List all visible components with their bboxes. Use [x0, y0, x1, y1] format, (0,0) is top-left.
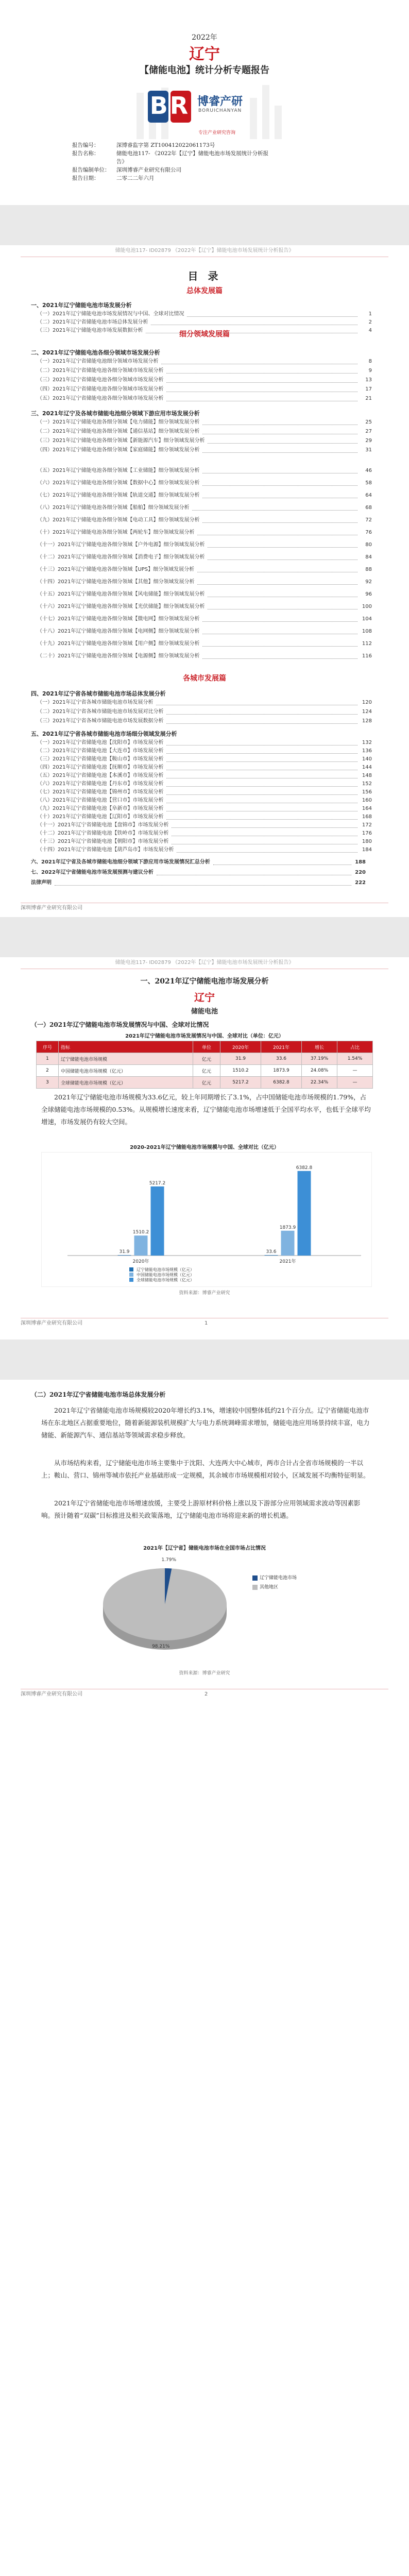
data-table-wrap: [36, 1041, 373, 1089]
toc-leader: [161, 360, 357, 364]
toc-entry[interactable]: [37, 772, 372, 780]
toc-entry-page: 184: [362, 847, 372, 853]
toc-entry-page: 25: [365, 419, 372, 425]
toc-entry[interactable]: [37, 747, 372, 755]
toc-entry-title: （三）2021年辽宁省储能电池【鞍山市】市场发展分析: [37, 756, 164, 762]
toc-entry-title: （十六）2021年辽宁储能电池各细分领域【光伏储能】细分领域发展分析: [37, 604, 205, 609]
toc-entry-page: 80: [365, 542, 372, 548]
toc-leader: [197, 568, 357, 572]
toc-entry-title: （八）2021年辽宁省储能电池【营口市】市场发展分析: [37, 798, 164, 803]
pie-chart-title: 2021年【辽宁省】储能电池市场在全国市场占比情况: [143, 1546, 266, 1551]
toc-entry-title: （十八）2021年辽宁储能电池各细分领域【电网侧】细分领域发展分析: [37, 629, 200, 634]
toc-entry-title: （四）2021年辽宁省储能电池各细分领域市场发展分析: [37, 386, 164, 392]
toc-entry-title: （十）2021年辽宁省储能电池【辽阳市】市场发展分析: [37, 814, 164, 820]
cover-region: 辽宁: [189, 45, 220, 63]
toc-entry-page: 172: [362, 822, 372, 828]
toc-leader: [202, 518, 357, 523]
toc-entry[interactable]: [37, 838, 372, 846]
toc-entry-page: 164: [362, 806, 372, 811]
logo-en: BORUICHANYAN: [198, 108, 242, 113]
toc-entry[interactable]: [37, 796, 372, 805]
legend-item: 其他地区: [252, 1583, 297, 1592]
toc-leader: [192, 506, 357, 511]
toc-entry-page: 2: [368, 319, 372, 325]
toc-entry-title: （一）2021年辽宁储能电池各细分领域【电力储能】细分领域发展分析: [37, 419, 200, 425]
table-header-cell: 单位: [193, 1041, 220, 1053]
toc-entry[interactable]: [37, 615, 372, 623]
toc-entry[interactable]: [37, 553, 372, 562]
toc-entry[interactable]: [37, 640, 372, 648]
toc-entry-page: 68: [365, 505, 372, 511]
bar-value-label: 1873.9: [279, 1225, 296, 1230]
bar: [298, 1171, 311, 1256]
table-row: 3 全球储能电池市场规模（亿元） 亿元 5217.2 6382.8 22.34% —: [37, 1077, 373, 1089]
cover-logo: [131, 77, 296, 139]
toc-leader: [166, 741, 357, 745]
table-row: 2 中国储能电池市场规模（亿元） 亿元 1510.2 1873.9 24.08% —: [37, 1065, 373, 1077]
toc-entry-title: （七）2021年辽宁省储能电池【锦州市】市场发展分析: [37, 789, 164, 795]
toc-entry-page: 156: [362, 789, 372, 795]
toc-entry[interactable]: [37, 821, 372, 829]
toc-entry[interactable]: [37, 829, 372, 838]
toc-entry-page: 116: [362, 653, 372, 659]
toc-entry-title: （二）2021年辽宁省储能电池各细分领域市场发展分析: [37, 368, 164, 374]
toc-h5[interactable]: 五、2021年辽宁省各城市储能电池市场细分领域发展分析: [31, 731, 177, 737]
toc-entry[interactable]: [37, 708, 372, 716]
page-gap: [0, 1340, 409, 1380]
toc-h1[interactable]: 一、2021年辽宁储能电池市场发展分析: [31, 302, 132, 309]
toc-leader: [202, 630, 357, 634]
bar-value-label: 5217.2: [149, 1180, 166, 1186]
toc-leader: [151, 320, 357, 325]
toc-entry[interactable]: [37, 385, 372, 394]
bar-value-label: 6382.8: [296, 1165, 313, 1171]
toc-leader: [166, 790, 357, 795]
body-paragraph: 从市场结构来看，辽宁储能电池市场主要集中于沈阳、大连两大中心城市，两市合计占全省市场规模的一半以上；鞍山、营口、锦州等城市依托产业基础形成一定规模，其余城市市场规模相对较小，区域发展不均衡特征明显。: [41, 1459, 370, 1479]
table-row: 1 辽宁储能电池市场规模 亿元 31.9 33.6 37.19% 1.54%: [37, 1053, 373, 1065]
toc-entry-page: 100: [362, 604, 372, 609]
bar: [134, 1235, 148, 1256]
toc-entry-page: 8: [368, 359, 372, 364]
toc-leader: [172, 832, 357, 836]
table-header-cell: 占比: [337, 1041, 373, 1053]
toc-leader: [187, 312, 357, 317]
toc-entry-page: 152: [362, 781, 372, 787]
toc-leader: [166, 719, 357, 724]
toc-leader: [156, 701, 357, 705]
toc-entry[interactable]: [37, 755, 372, 764]
toc-entry[interactable]: [37, 541, 372, 549]
toc-entry-title: （一）2021年辽宁省储能电池细分领域市场发展分析: [37, 359, 159, 364]
toc-entry-title: （五）2021年辽宁省储能电池【本溪市】市场发展分析: [37, 773, 164, 778]
toc-entry-page: 180: [362, 839, 372, 844]
toc-entry[interactable]: [37, 652, 372, 660]
toc-entry-page: 148: [362, 773, 372, 778]
page-footer: [21, 1318, 388, 1329]
logo-mark-text: BR: [149, 92, 191, 120]
toc-entry-title: （五）2021年辽宁省储能电池各细分领域市场发展分析: [37, 396, 164, 401]
toc-entry-page: 17: [365, 386, 372, 392]
toc-leader: [166, 815, 357, 820]
pie-chart-svg: [82, 1553, 330, 1666]
pie-slice: [103, 1568, 227, 1640]
toc-leader: [166, 369, 357, 374]
body-paragraph: 2021年辽宁省储能电池市场增速放缓，主要受上游原材料价格上涨以及下游部分应用领域需求波动等因素影响。预计随着“双碳”目标推进及相关政策落地，辽宁储能电池市场将迎来新的增长机遇。: [41, 1499, 361, 1519]
toc-entry-page: 144: [362, 765, 372, 770]
bar: [118, 1255, 131, 1256]
toc-entry-page: 132: [362, 740, 372, 745]
x-tick-label: 2021年: [279, 1259, 296, 1264]
body-paragraph: 2021年辽宁省储能电池市场规模较2020年增长约3.1%，增速较中国整体低约21个百分点。辽宁省储能电池市场在东北地区占据重要地位，随着新能源装机规模扩大与电力系统调峰需求增加，储能电池应用场景持续丰富，电力储能、新能源汽车、通信基站等领域需求稳步释放。: [41, 1406, 370, 1439]
toc-leader: [197, 580, 357, 585]
cover-page: [0, 0, 409, 181]
toc-leader: [202, 430, 357, 434]
bar-value-label: 33.6: [266, 1249, 277, 1255]
toc-entry-title: （三）2021年辽宁储能电池各细分领域【新能源汽车】细分领域发展分析: [37, 438, 205, 444]
toc-entry-page: 120: [362, 700, 372, 705]
toc-entry[interactable]: [37, 603, 372, 611]
bar-value-label: 31.9: [119, 1249, 130, 1255]
toc-leader: [166, 766, 357, 770]
toc-leader: [166, 807, 357, 811]
toc-entry-page: 72: [365, 517, 372, 523]
toc-entry-page: 108: [362, 629, 372, 634]
toc-leader: [166, 387, 357, 392]
toc-entry-page: 21: [365, 396, 372, 401]
pie-slice-label: 98.21%: [152, 1643, 170, 1649]
toc-entry-title: （一）2021年辽宁省各城市储能电池市场发展分析: [37, 700, 154, 705]
toc-leader: [208, 605, 357, 609]
toc-entry-title: （六）2021年辽宁省储能电池【丹东市】市场发展分析: [37, 781, 164, 787]
toc-entry-title: （三）2021年辽宁储能电池市场发展数据分析: [37, 328, 143, 333]
section-region: 辽宁: [194, 991, 215, 1004]
toc-leader: [166, 749, 357, 754]
toc-entry-page: 31: [365, 447, 372, 453]
toc-leader: [202, 494, 357, 498]
toc-entry[interactable]: [37, 788, 372, 796]
toc-leader: [166, 782, 357, 787]
toc-h4[interactable]: 四、2021年辽宁省各城市储能电池市场总体发展分析: [31, 690, 166, 697]
table-caption: 2021年辽宁储能电池市场发展情况与中国、全球对比（单位：亿元）: [125, 1033, 284, 1039]
cover-meta: [72, 141, 340, 182]
toc-entry-page: 1: [368, 311, 372, 317]
toc-entry-title: （三）2021年辽宁省储能电池各细分领域市场发展分析: [37, 377, 164, 383]
toc-entry[interactable]: [37, 699, 372, 707]
toc-entry[interactable]: [37, 566, 372, 574]
toc-entry[interactable]: [37, 805, 372, 813]
footer-company: 深圳博睿产业研究有限公司: [21, 1320, 82, 1326]
toc-entry[interactable]: [37, 846, 372, 854]
toc-entry-page: 140: [362, 756, 372, 762]
toc-entry-page: 27: [365, 429, 372, 434]
toc-leader: [172, 840, 357, 844]
page-footer: [21, 1689, 388, 1700]
toc-entry-page: 46: [365, 468, 372, 473]
legend-swatch: [252, 1575, 258, 1581]
toc-leader: [208, 439, 357, 444]
toc-title: 目 录: [188, 270, 221, 282]
toc-entry[interactable]: [37, 310, 372, 318]
legend-item: 辽宁储能电池市场: [252, 1573, 297, 1583]
footer-company: 深圳博睿产业研究有限公司: [21, 905, 82, 911]
toc-entry-page: 124: [362, 709, 372, 715]
toc-entry-title: （二）2021年辽宁省储能电池【大连市】市场发展分析: [37, 748, 164, 754]
toc-entry-page: 9: [368, 368, 372, 374]
meta-row-report-name: 报告名称： 储能电池117- 《2022年【辽宁】储能电池市场发展统计分析报告》: [72, 150, 269, 165]
chart-source: 资料来源：博睿产业研究: [179, 1671, 230, 1676]
toc-entry-page: 112: [362, 641, 372, 647]
toc-entry-title: （二十）2021年辽宁储能电池各细分领域【电源侧】细分领域发展分析: [37, 653, 200, 659]
page-header: 储能电池117- ID02879 《2022年【辽宁】储能电池市场发展统计分析报告》: [21, 245, 388, 257]
toc-entry[interactable]: [37, 467, 372, 475]
toc-entry-title: （六）2021年辽宁储能电池各细分领域【数据中心】细分领域发展分析: [37, 480, 200, 486]
toc-leader: [166, 710, 357, 715]
toc-entry[interactable]: [37, 717, 372, 725]
page-header: 储能电池117- ID02879 《2022年【辽宁】储能电池市场发展统计分析报告》: [21, 957, 388, 969]
logo-cn: 博睿产研: [197, 95, 243, 108]
toc-entry-title: （四）2021年辽宁储能电池各细分领域【家庭储能】细分领域发展分析: [37, 447, 200, 453]
toc-entry[interactable]: [37, 628, 372, 636]
toc-part2: 细分领域发展篇: [179, 330, 230, 338]
cover-year: 2022年: [192, 33, 217, 42]
toc-entry-page: 84: [365, 554, 372, 560]
page-number: 1: [204, 1320, 208, 1326]
toc-entry-title: （十九）2021年辽宁储能电池各细分领域【用户侧】细分领域发展分析: [37, 641, 200, 647]
page-number: 2: [204, 1691, 208, 1697]
toc-leader: [202, 481, 357, 486]
toc-leader: [166, 799, 357, 803]
legend-swatch: [129, 1273, 133, 1277]
toc-leader: [166, 397, 357, 401]
bar: [265, 1255, 278, 1256]
pie-chart: [82, 1553, 330, 1666]
toc-entry-page: 160: [362, 798, 372, 803]
meta-row-org: 报告编制单位： 深圳博睿产业研究有限公司: [72, 167, 181, 173]
table-header-row: [37, 1041, 373, 1053]
toc-leader: [197, 531, 357, 535]
toc-entry-page: 88: [365, 567, 372, 572]
legend-label: 辽宁储能电池市场规模（亿元）: [137, 1267, 194, 1272]
toc-entry[interactable]: [37, 376, 372, 384]
bar-chart: [41, 1152, 372, 1287]
toc-entry[interactable]: [37, 780, 372, 788]
toc-entry[interactable]: [37, 504, 372, 512]
toc-entry-title: （九）2021年辽宁省储能电池【阜新市】市场发展分析: [37, 806, 164, 811]
chart-caption: 2020-2021年辽宁储能电池市场规模与中国、全球对比（亿元）: [130, 1145, 279, 1150]
toc-entry-title: （十二）2021年辽宁省储能电池【铁岭市】市场发展分析: [37, 831, 169, 836]
toc-entry[interactable]: [37, 578, 372, 586]
toc-entry-title: （十三）2021年辽宁省储能电池【朝阳市】市场发展分析: [37, 839, 169, 844]
table-header-cell: 序号: [37, 1041, 59, 1053]
toc-part1: 总体发展篇: [186, 287, 223, 295]
toc-entry-title: （十四）2021年辽宁储能电池各细分领域【其他】细分领域发展分析: [37, 579, 195, 585]
toc-leader: [177, 848, 357, 853]
section-title: 一、2021年辽宁储能电池市场发展分析: [140, 977, 269, 986]
toc-entry-page: 128: [362, 718, 372, 724]
toc-leader: [202, 654, 357, 659]
toc-entry-title: （五）2021年辽宁储能电池各细分领域【工业储能】细分领域发展分析: [37, 468, 200, 473]
legend-label: 全球储能电池市场规模（亿元）: [137, 1278, 194, 1282]
bar-value-label: 1510.2: [132, 1230, 149, 1235]
toc-entry-title: （十五）2021年辽宁储能电池各细分领域【风电储能】细分领域发展分析: [37, 591, 205, 597]
toc-entry-page: 4: [368, 328, 372, 333]
table-header-cell: 指标: [59, 1041, 193, 1053]
toc-leader: [202, 420, 357, 425]
logo-tag: 专注产业研究咨询: [198, 130, 236, 135]
toc-entry-page: 136: [362, 748, 372, 754]
toc-entry-title: （七）2021年辽宁储能电池各细分领域【轨道交通】细分领域发展分析: [37, 493, 200, 498]
toc-entry-title: （十）2021年辽宁储能电池各细分领域【两轮车】细分领域发展分析: [37, 530, 195, 535]
meta-row-date: 报告日期： 二零二二年六月: [72, 175, 155, 181]
legend-swatch: [129, 1278, 133, 1282]
meta-row-report-no: 报告编号： 深博睿监字第 ZT100412022061173号: [72, 142, 215, 148]
toc-entry-title: （十一）2021年辽宁储能电池各细分领域【户外电源】细分领域发展分析: [37, 542, 205, 548]
toc-entry-page: 13: [365, 377, 372, 383]
toc-entry-page: 92: [365, 579, 372, 585]
toc-entry-title: （十三）2021年辽宁储能电池各细分领域【UPS】细分领域发展分析: [37, 567, 195, 572]
toc-leader: [202, 469, 357, 473]
page-gap: [0, 917, 409, 957]
toc-entry-title: （二）2021年辽宁省各城市储能电池市场发展对比分析: [37, 709, 164, 715]
toc-entry-page: 176: [362, 831, 372, 836]
toc-h7-row[interactable]: 七、2022年辽宁省储能电池市场发展预测与建议分析 220: [31, 870, 366, 875]
x-tick-label: 2020年: [132, 1259, 149, 1264]
subsection-title: （一）2021年辽宁储能电池市场发展情况与中国、全球对比情况: [31, 1021, 209, 1028]
toc-leader: [208, 543, 357, 548]
toc-entry-title: （一）2021年辽宁储能电池市场发展情况与中国、全球对比情况: [37, 311, 184, 317]
toc-leader: [208, 555, 357, 560]
toc-leader: [166, 757, 357, 762]
legend-label: 中国储能电池市场规模（亿元）: [137, 1273, 194, 1277]
toc-entry[interactable]: [37, 813, 372, 821]
toc-entry[interactable]: [37, 318, 372, 327]
bar-chart-svg: [42, 1153, 371, 1286]
toc-entry[interactable]: [37, 529, 372, 537]
toc-entry[interactable]: [37, 764, 372, 772]
toc-entry[interactable]: [37, 418, 372, 427]
toc-entry[interactable]: [37, 428, 372, 436]
toc-entry-page: 76: [365, 530, 372, 535]
toc-leader: [172, 823, 357, 828]
toc-entry-page: 104: [362, 616, 372, 622]
toc-part3: 各城市发展篇: [183, 674, 226, 683]
section-subject: 储能电池: [191, 1008, 218, 1015]
page-gap: [0, 205, 409, 245]
toc-leader: [202, 617, 357, 622]
toc-entry-page: 96: [365, 591, 372, 597]
table-header-cell: 增长: [302, 1041, 337, 1053]
toc-entry[interactable]: [37, 516, 372, 524]
toc-entry-title: （九）2021年辽宁储能电池各细分领域【电动工具】细分领域发展分析: [37, 517, 200, 523]
toc-h2[interactable]: 二、2021年辽宁储能电池各细分领域市场发展分析: [31, 349, 160, 356]
legend-swatch: [129, 1267, 133, 1272]
bar: [151, 1187, 164, 1256]
toc-h8-row[interactable]: 法律声明 222: [31, 880, 366, 886]
chart-source: 资料来源：博睿产业研究: [179, 1291, 230, 1296]
legend-swatch: [252, 1585, 258, 1590]
toc-entry-title: （二）2021年辽宁省储能电池市场总体发展分析: [37, 319, 148, 325]
page-footer: [21, 903, 388, 913]
toc-entry[interactable]: [37, 446, 372, 454]
toc-entry[interactable]: [37, 590, 372, 599]
subsection-title: （二）2021年辽宁省储能电池市场总体发展分析: [31, 1391, 166, 1398]
toc-entry[interactable]: [37, 395, 372, 403]
toc-entry-page: 168: [362, 814, 372, 820]
toc-entry-title: （十四）2021年辽宁省储能电池【葫芦岛市】市场发展分析: [37, 847, 174, 853]
toc-entry[interactable]: [37, 437, 372, 445]
toc-entry[interactable]: [37, 358, 372, 366]
toc-leader: [202, 642, 357, 647]
body-paragraph: 2021年辽宁储能电池市场规模为33.6亿元，较上年同期增长了3.1%，占中国储能电池市场规模的1.79%，占全球储能电池市场规模的0.53%。从规模增长速度来看，辽宁储能电池市场增速低于全国平均水平，也低于全球平均增速，市场发展仍有较大空间。: [41, 1093, 371, 1126]
table-header-cell: 2020年: [220, 1041, 261, 1053]
footer-company: 深圳博睿产业研究有限公司: [21, 1691, 82, 1697]
toc-entry-page: 64: [365, 493, 372, 498]
toc-entry-title: （二）2021年辽宁储能电池各细分领域【通信基站】细分领域发展分析: [37, 429, 200, 434]
pie-legend: [252, 1573, 297, 1592]
report-page-2: [0, 1380, 409, 1895]
toc-entry-title: （四）2021年辽宁省储能电池【抚顺市】市场发展分析: [37, 765, 164, 770]
toc-leader: [202, 448, 357, 453]
toc-entry[interactable]: [37, 367, 372, 375]
bar: [281, 1231, 295, 1256]
logo-mark: [147, 89, 193, 125]
toc-leader: [208, 592, 357, 597]
toc-entry-title: （八）2021年辽宁储能电池各细分领域【船舶】细分领域发展分析: [37, 505, 190, 511]
toc-entry[interactable]: [37, 479, 372, 487]
toc-entry-title: （十一）2021年辽宁省储能电池【盘锦市】市场发展分析: [37, 822, 169, 828]
toc-entry-title: （一）2021年辽宁省储能电池【沈阳市】市场发展分析: [37, 740, 164, 745]
pie-slice-label: 1.79%: [161, 1557, 177, 1563]
toc-entry-page: 29: [365, 438, 372, 444]
data-table: [36, 1041, 373, 1089]
table-header-cell: 2021年: [261, 1041, 302, 1053]
toc-h3[interactable]: 三、2021年辽宁及各城市储能电池细分领域下游应用市场发展分析: [31, 410, 200, 417]
toc-entry-page: 58: [365, 480, 372, 486]
toc-entry[interactable]: [37, 492, 372, 500]
toc-leader: [166, 378, 357, 383]
toc-h6-row[interactable]: 六、2021年辽宁省及各城市储能电池细分领域下游应用市场发展情况汇总分析 188: [31, 859, 366, 865]
toc-entry[interactable]: [37, 739, 372, 747]
toc-entry-title: （十二）2021年辽宁储能电池各细分领域【消费电子】细分领域发展分析: [37, 554, 205, 560]
cover-title: 【储能电池】统计分析专题报告: [140, 65, 269, 76]
toc-entry-title: （十七）2021年辽宁储能电池各细分领域【微电网】细分领域发展分析: [37, 616, 200, 622]
toc-entry-title: （三）2021年辽宁省各城市储能电池市场发展数据分析: [37, 718, 164, 724]
toc-leader: [166, 774, 357, 778]
